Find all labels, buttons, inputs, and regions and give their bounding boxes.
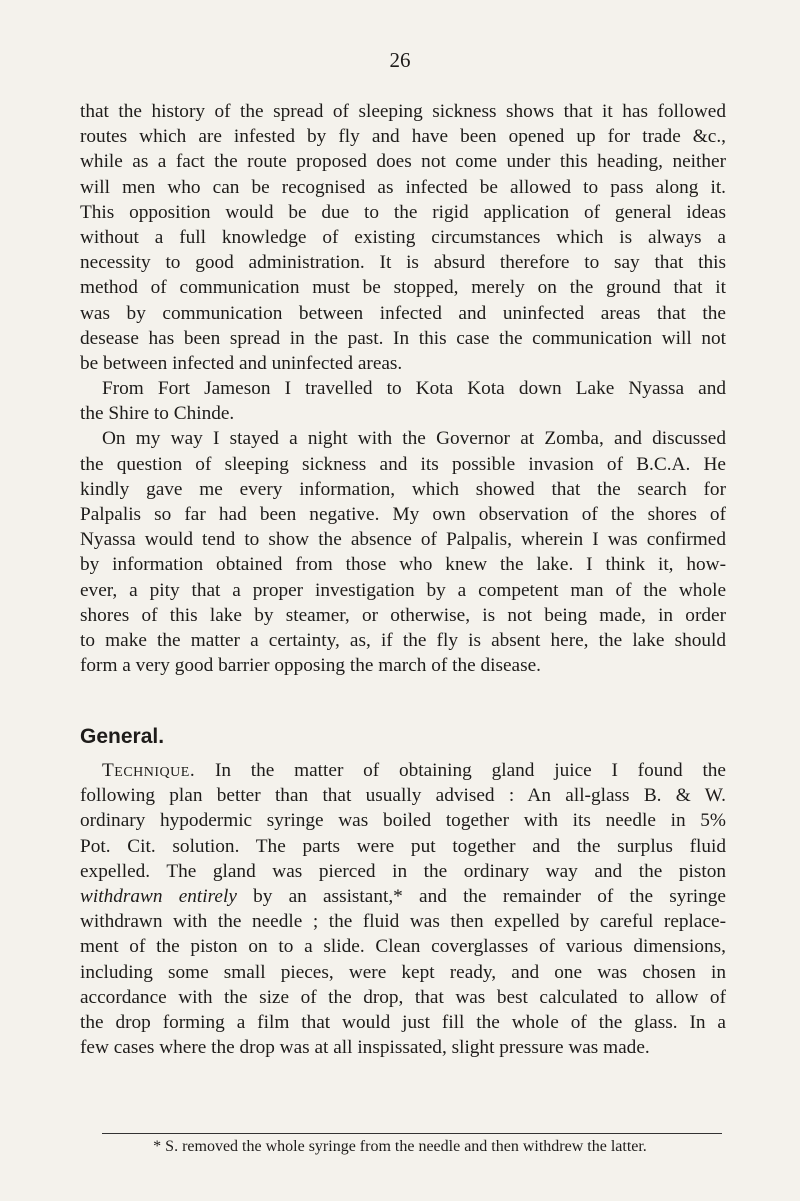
text-line: to make the matter a certainty, as, if the fly is absent here, the lake should bbox=[80, 629, 726, 651]
text-fragment: by an assistant,* and the remainder of the syringe bbox=[236, 885, 726, 907]
text-line: that the history of the spread of sleeping sickness shows that it has followed bbox=[80, 101, 726, 122]
text-line: including some small pieces, were kept ready, and one was chosen in bbox=[80, 961, 726, 983]
body-text-upper bbox=[80, 99, 726, 678]
text-line: ment of the piston on to a slide. Clean coverglasses of various dimensions, bbox=[80, 936, 726, 958]
text-line: was by communication between infected and uninfected areas that the bbox=[80, 302, 726, 324]
text-line: desease has been spread in the past. In this case the communication will not bbox=[80, 327, 726, 349]
text-line: without a full knowledge of existing circumstances which is always a bbox=[80, 226, 726, 248]
text-line: withdrawn with the needle ; the fluid was then expelled by careful replace- bbox=[80, 911, 726, 933]
text-line: kindly gave me every information, which showed that the search for bbox=[80, 478, 726, 500]
footnote-divider bbox=[102, 1133, 722, 1134]
text-line: few cases where the drop was at all inspissated, slight pressure was made. bbox=[80, 1037, 650, 1059]
text-line: This opposition would be due to the rigid application of general ideas bbox=[80, 201, 726, 223]
text-line: method of communication must be stopped, merely on the ground that it bbox=[80, 277, 726, 299]
body-text-technique bbox=[80, 758, 726, 1060]
text-line: From Fort Jameson I travelled to Kota Kota down Lake Nyassa and bbox=[102, 378, 726, 400]
text-line: On my way I stayed a night with the Governor at Zomba, and discussed bbox=[102, 428, 726, 450]
text-line: ever, a pity that a proper investigation by a competent man of the whole bbox=[80, 579, 726, 601]
text-line: following plan better than that usually advised : An all-glass B. & W. bbox=[80, 785, 726, 807]
text-line: shores of this lake by steamer, or otherwise, is not being made, in order bbox=[80, 604, 726, 626]
text-line: be between infected and uninfected areas. bbox=[80, 352, 403, 374]
text-line: the drop forming a film that would just fill the whole of the glass. In a bbox=[80, 1011, 726, 1033]
emphasis-text: withdrawn entirely bbox=[80, 885, 237, 907]
text-line: the question of sleeping sickness and its possible invasion of B.C.A. He bbox=[80, 453, 726, 475]
text-line: necessity to good administration. It is absurd therefore to say that this bbox=[80, 252, 726, 274]
text-line: Nyassa would tend to show the absence of Palpalis, wherein I was confirmed bbox=[80, 529, 726, 551]
text-line: accordance with the size of the drop, that was best calculated to allow of bbox=[80, 986, 726, 1008]
text-line: form a very good barrier opposing the march of the disease. bbox=[80, 655, 541, 677]
technique-label: Technique. bbox=[102, 760, 196, 781]
text-line: while as a fact the route proposed does not come under this heading, neither bbox=[80, 151, 726, 173]
text-line: Pot. Cit. solution. The parts were put together and the surplus fluid bbox=[80, 835, 726, 857]
text-line bbox=[80, 758, 726, 783]
text-line: ordinary hypodermic syringe was boiled together with its needle in 5% bbox=[80, 810, 726, 832]
technique-line-rest: In the matter of obtaining gland juice I found the bbox=[195, 760, 726, 781]
text-line: routes which are infested by fly and have been opened up for trade &c., bbox=[80, 126, 726, 148]
text-line: the Shire to Chinde. bbox=[80, 403, 235, 425]
footnote: * S. removed the whole syringe from the needle and then withdrew the latter. bbox=[153, 1138, 647, 1155]
page-number: 26 bbox=[389, 48, 411, 72]
text-line: Palpalis so far had been negative. My own observation of the shores of bbox=[80, 504, 726, 525]
text-line: expelled. The gland was pierced in the ordinary way and the piston bbox=[80, 860, 726, 882]
section-heading: General. bbox=[80, 725, 165, 748]
text-line bbox=[80, 884, 726, 909]
text-line: by information obtained from those who knew the lake. I think it, how- bbox=[80, 554, 726, 576]
text-line: will men who can be recognised as infected be allowed to pass along it. bbox=[80, 176, 726, 198]
